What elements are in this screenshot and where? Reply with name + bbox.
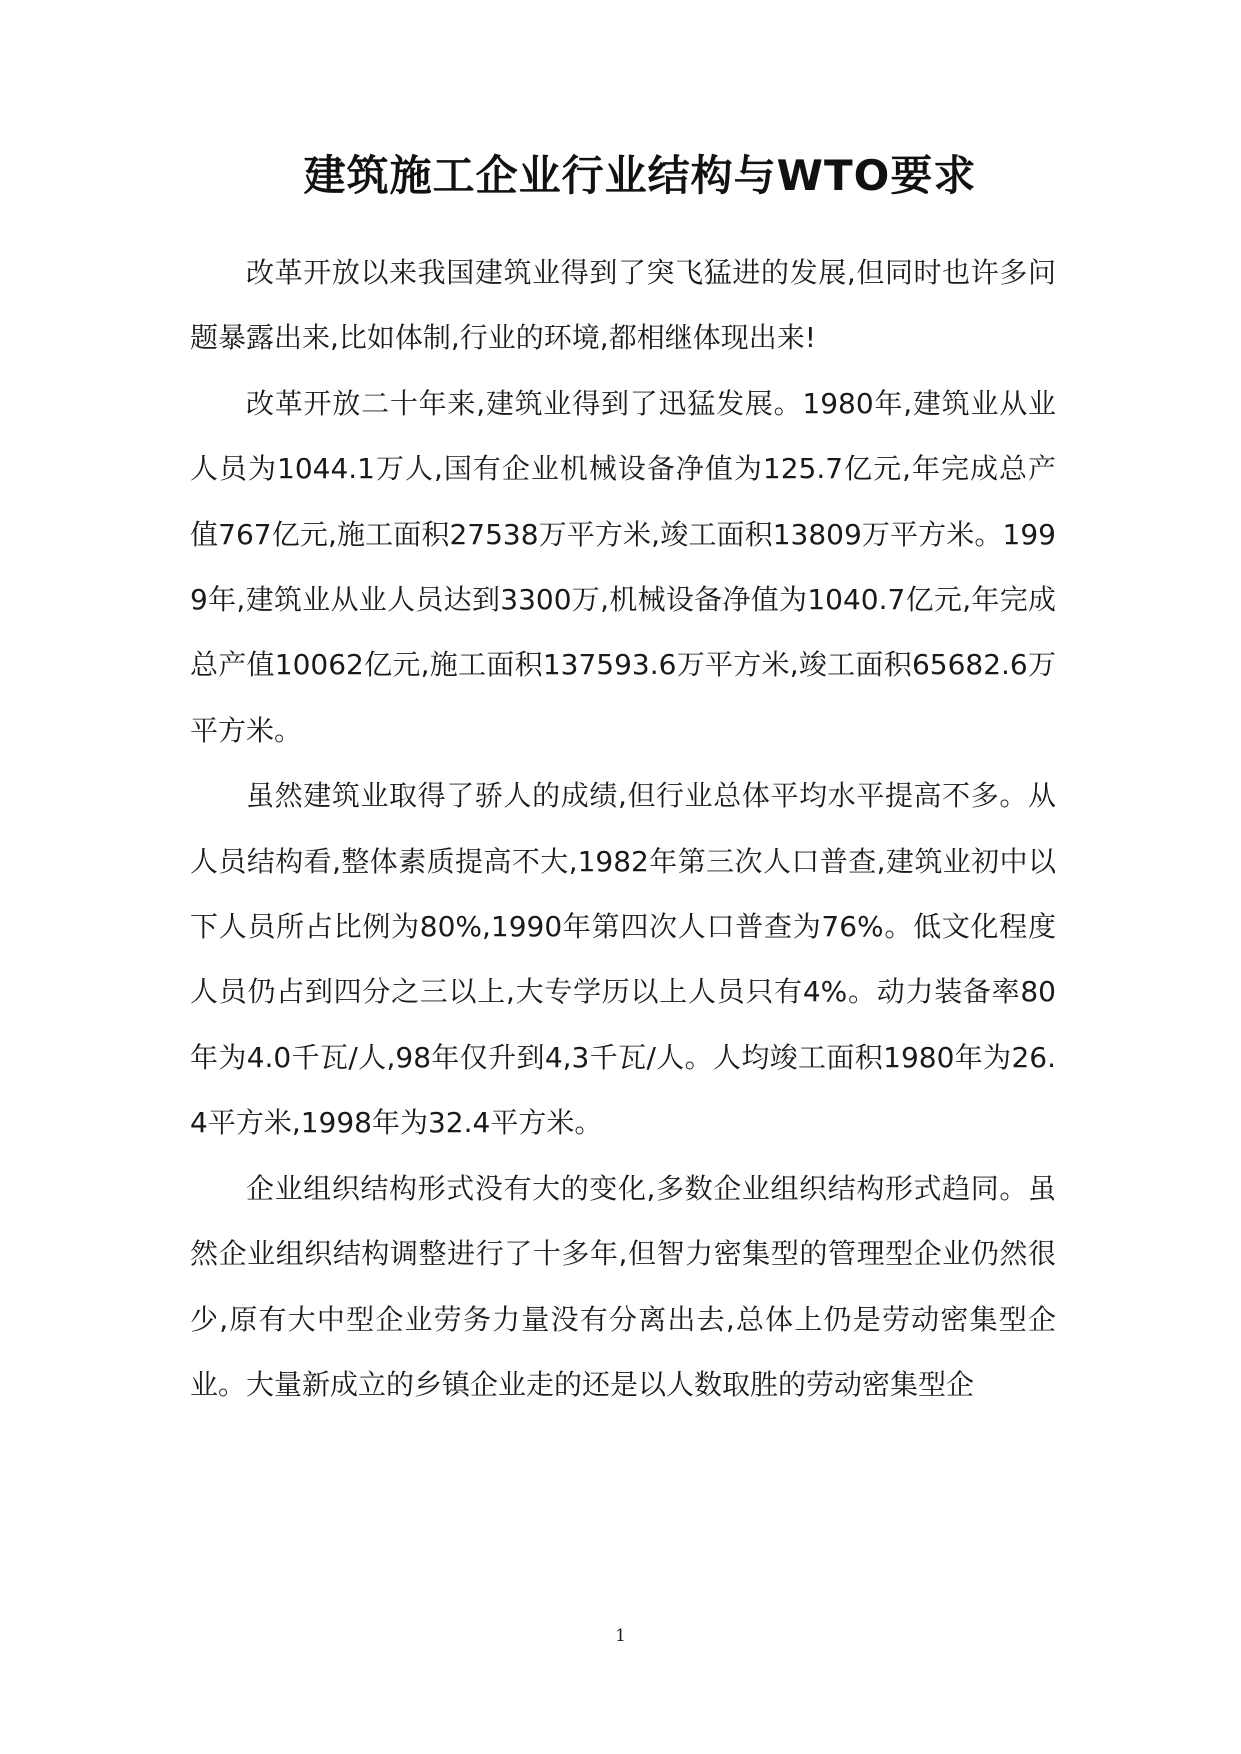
page-number: 1 xyxy=(615,1626,626,1646)
document-body xyxy=(190,240,1056,1417)
paragraph-intro: 改革开放以来我国建筑业得到了突飞猛进的发展,但同时也许多问题暴露出来,比如体制,行业的环境,都相继体现出来! xyxy=(190,256,1056,355)
paragraph-personnel-structure: 虽然建筑业取得了骄人的成绩,但行业总体平均水平提高不多。从人员结构看,整体素质提高不大,1982年第三次人口普查,建筑业初中以下人员所占比例为80%,1990年第四次人口普查为76%。低文化程度人员仍占到四分之三以上,大专学历以上人员只有4%。动力装备率80年为4.0千瓦/人,98年仅升到4,3千瓦/人。人均竣工面积1980年为26.4平方米,1998年为32.4平方米。 xyxy=(190,779,1056,1140)
paragraph-growth-statistics: 改革开放二十年来,建筑业得到了迅猛发展。1980年,建筑业从业人员为1044.1万人,国有企业机械设备净值为125.7亿元,年完成总产值767亿元,施工面积27538万平方米,竣工面积13809万平方米。1999年,建筑业从业人员达到3300万,机械设备净值为1040.7亿元,年完成总产值10062亿元,施工面积137593.6万平方米,竣工面积65682.6万平方米。 xyxy=(190,386,1056,747)
paragraph-organization-structure: 企业组织结构形式没有大的变化,多数企业组织结构形式趋同。虽然企业组织结构调整进行了十多年,但智力密集型的管理型企业仍然很少,原有大中型企业劳务力量没有分离出去,总体上仍是劳动密集型企业。大量新成立的乡镇企业走的还是以人数取胜的劳动密集型企 xyxy=(190,1171,1056,1401)
document-title: 建筑施工企业行业结构与WTO要求 xyxy=(303,151,977,200)
